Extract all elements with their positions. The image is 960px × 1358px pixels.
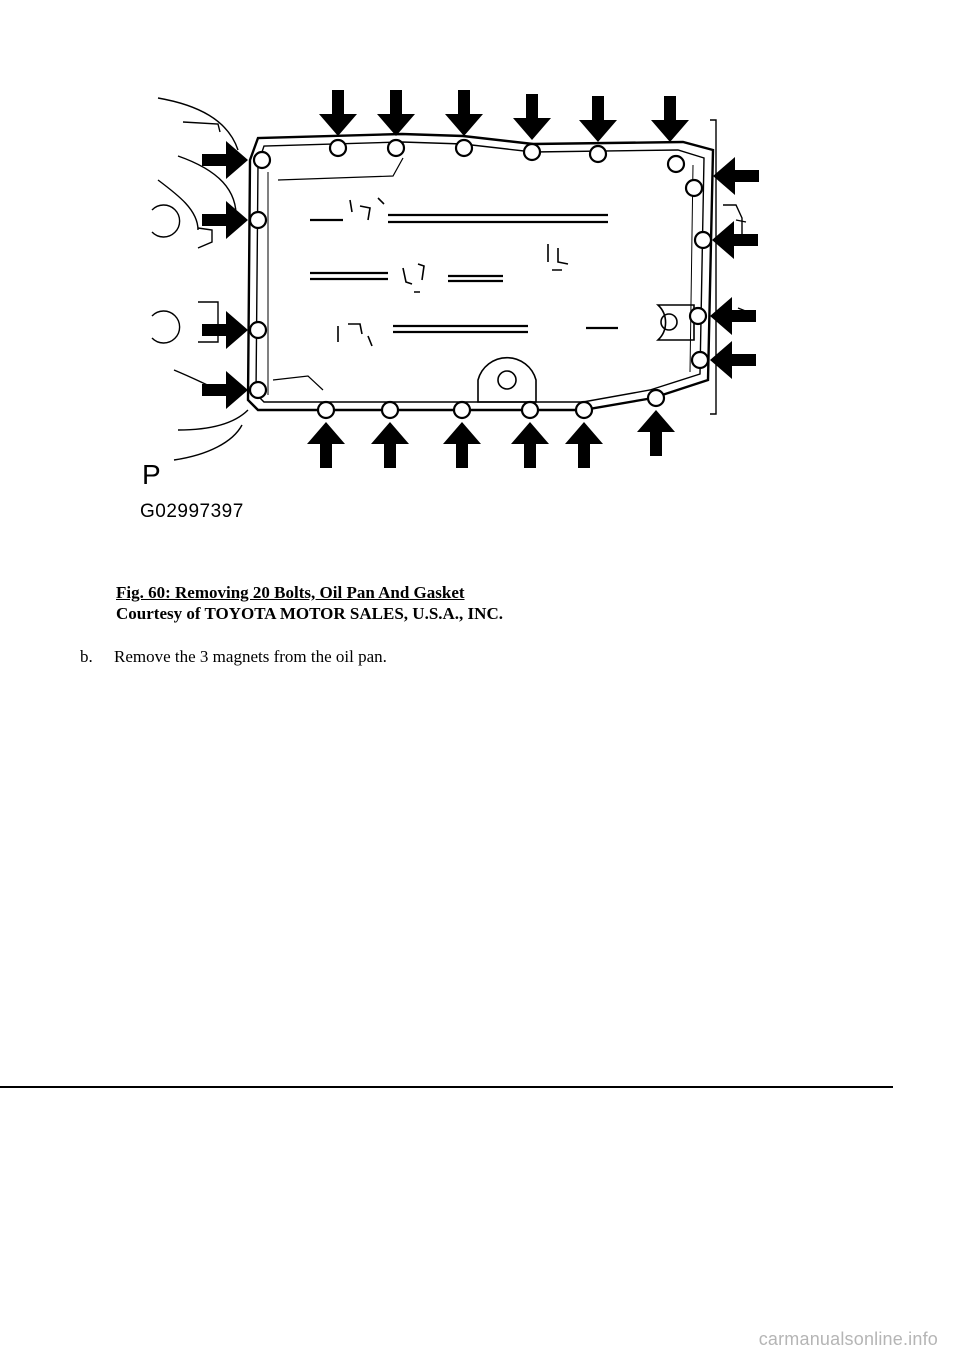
bolt-marker [250,212,266,228]
bolt-arrow [377,90,415,136]
bolt-marker [456,140,472,156]
figure-courtesy: Courtesy of TOYOTA MOTOR SALES, U.S.A., INC. [116,604,503,623]
bolt-marker [388,140,404,156]
bolt-arrow [579,96,617,142]
bolt-arrow [710,341,756,379]
bolt-marker [648,390,664,406]
bolt-arrow [513,94,551,140]
bolt-arrow [443,422,481,468]
bolt-marker [254,152,270,168]
step-text: Remove the 3 magnets from the oil pan. [114,647,387,666]
bolt-arrow [712,221,758,259]
oil-pan-diagram [138,80,778,525]
bolt-arrow [202,371,248,409]
view-marker: P [142,459,161,490]
bolt-marker [695,232,711,248]
bolt-marker [590,146,606,162]
bolt-marker [250,382,266,398]
bolt-arrow [445,90,483,136]
bolt-marker [690,308,706,324]
bolt-marker [576,402,592,418]
figure-title: Fig. 60: Removing 20 Bolts, Oil Pan And Gasket [116,583,465,602]
figure-caption [116,582,503,624]
bolt-marker [692,352,708,368]
procedure-step [80,646,387,667]
diagram-id: G02997397 [140,501,244,522]
bolt-marker [318,402,334,418]
bolt-marker [454,402,470,418]
bolt-arrow [637,410,675,456]
bolt-arrow [371,422,409,468]
bolt-arrow [713,157,759,195]
bolt-arrow [202,141,248,179]
bolt-marker [330,140,346,156]
site-watermark: carmanualsonline.info [758,1329,938,1349]
bolt-marker [524,144,540,160]
bolt-marker [522,402,538,418]
bolt-marker [668,156,684,172]
bolt-arrow [710,297,756,335]
bolt-arrow [202,201,248,239]
bolt-arrow [307,422,345,468]
bolt-arrow [565,422,603,468]
bolt-marker [686,180,702,196]
page-divider [0,1086,893,1088]
bolt-marker [382,402,398,418]
bolt-marker [250,322,266,338]
bolt-arrow [202,311,248,349]
bolt-arrow [651,96,689,142]
oil-pan-outline [248,134,713,410]
bolt-arrow [511,422,549,468]
bolt-arrow [319,90,357,136]
step-marker: b. [80,647,93,666]
oil-pan-illustration [138,80,778,525]
